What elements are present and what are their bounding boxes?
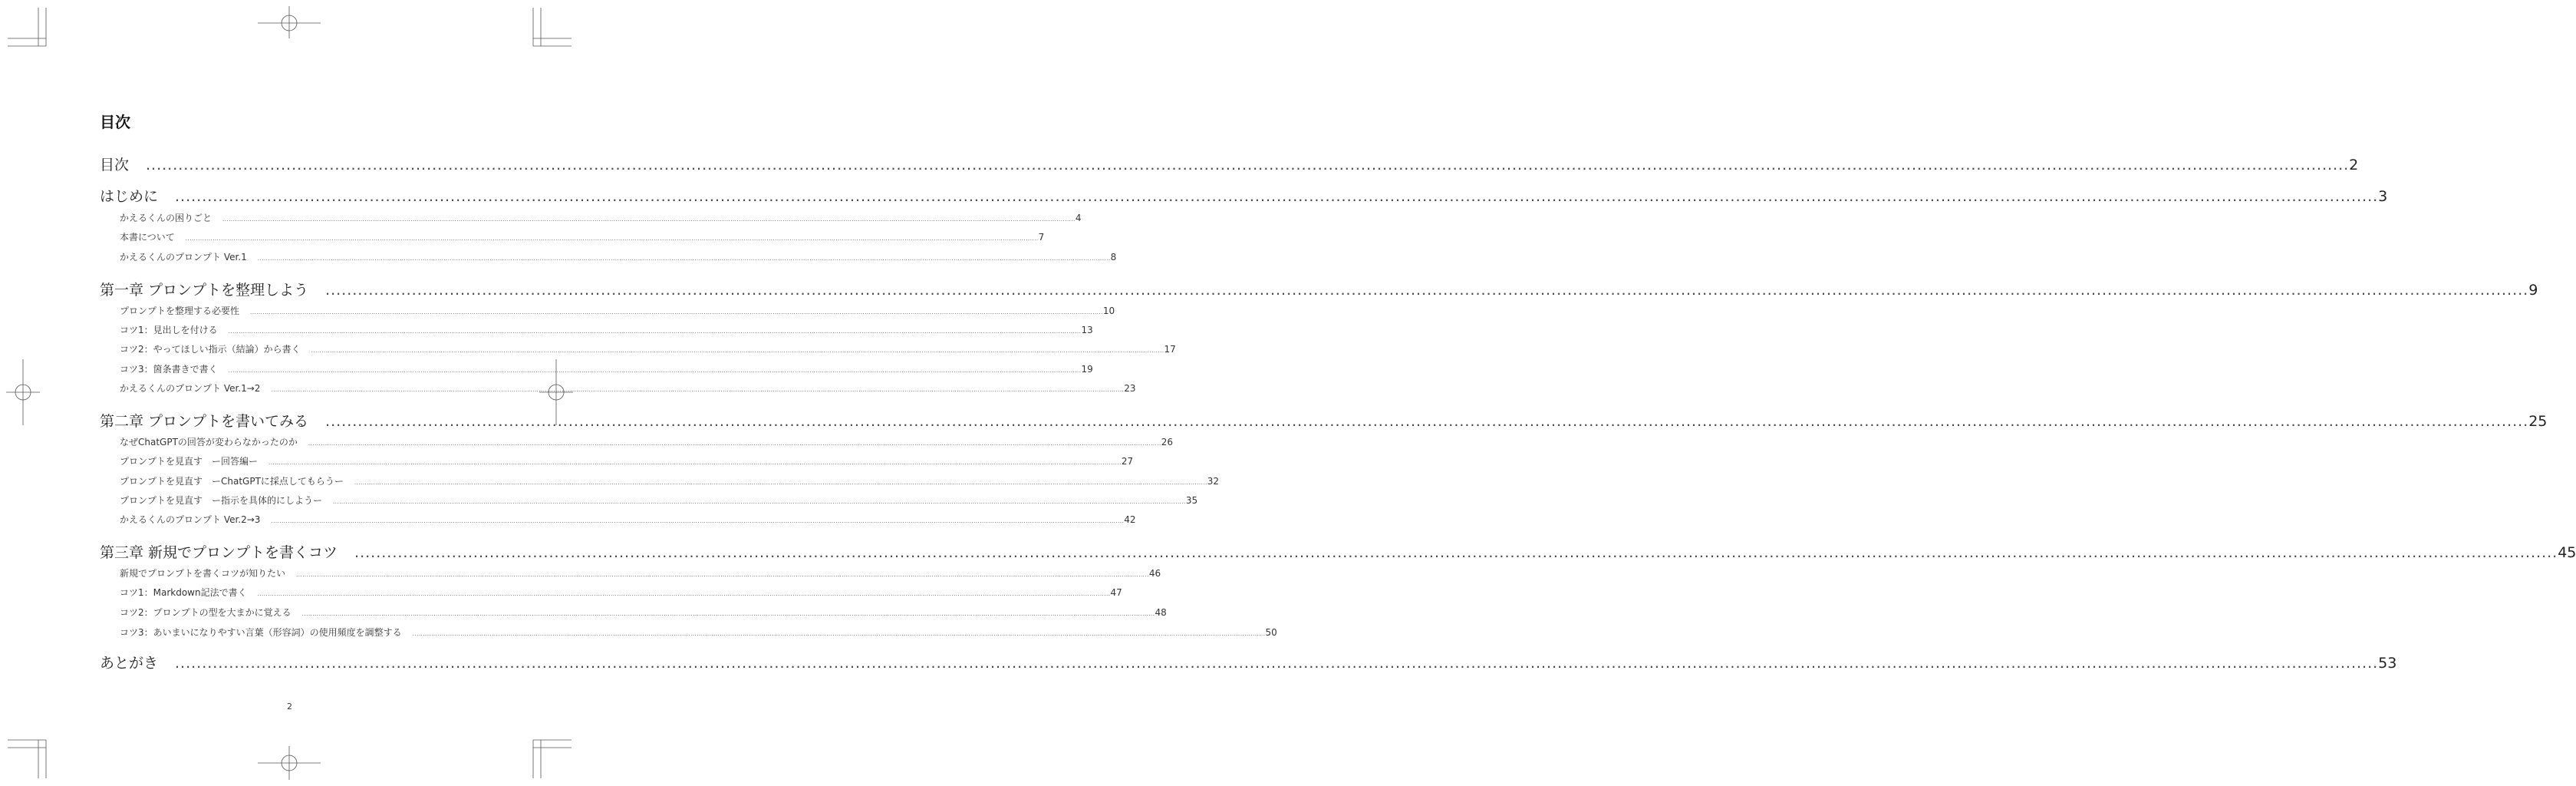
toc-section[interactable]	[120, 474, 1220, 487]
page-title: 目次	[100, 113, 130, 131]
page-number: 2	[287, 702, 292, 712]
toc-section[interactable]	[120, 606, 1167, 619]
leader-dots: ........................................................................................................................................................................................................................................................................................................................................................................................................................	[308, 441, 1161, 447]
toc-title: あとがき	[100, 655, 159, 672]
leader-dots: ........................................................................................................................................................................................................................................................................................................................................................................................................................	[250, 309, 1103, 315]
toc-page: 13	[1081, 325, 1093, 335]
leader-dots: ........................................................................................................................................................................................................................................................................................................................................................................................................................	[333, 499, 1186, 505]
toc-title: 目次	[100, 157, 130, 173]
toc-title: はじめに	[100, 188, 159, 205]
leader-dots: ........................................................................................................................................................................................................................................................................................................................................................................................................................	[271, 518, 1125, 524]
toc-title: 新規でプロンプトを書くコツが知りたい	[120, 568, 286, 579]
toc-chapter-mokuji[interactable]	[100, 154, 2359, 174]
leader-dots: ........................................................................................................................................................................................................................................................................................................................................................................................................................	[354, 480, 1207, 486]
toc-page: 42	[1124, 514, 1136, 525]
toc-page: 19	[1081, 364, 1093, 375]
leader-dots: ........................................................................................................................................................................................................................................................................................................................................................................................................................	[175, 188, 2379, 205]
leader-dots: ........................................................................................................................................................................................................................................................................................................................................................................................................................	[325, 413, 2529, 430]
toc-section[interactable]	[120, 435, 1174, 448]
toc-page: 53	[2378, 655, 2397, 672]
leader-dots: ........................................................................................................................................................................................................................................................................................................................................................................................................................	[257, 256, 1111, 262]
toc-section[interactable]	[120, 323, 1093, 336]
toc-chapter-1[interactable]	[100, 279, 2538, 299]
toc-section[interactable]	[120, 454, 1134, 467]
toc-section[interactable]	[120, 230, 1045, 243]
toc-page: 7	[1038, 232, 1045, 243]
toc-title: 第三章 新規でプロンプトを書くコツ	[100, 544, 338, 561]
toc-section[interactable]	[120, 586, 1122, 599]
toc-page: 46	[1148, 568, 1161, 579]
toc-page: 10	[1102, 305, 1115, 316]
toc-page: 26	[1161, 437, 1174, 447]
leader-dots: ........................................................................................................................................................................................................................................................................................................................................................................................................................	[222, 216, 1076, 223]
toc-title: コツ1：見出しを付ける	[120, 325, 218, 335]
toc-chapter-atogaki[interactable]	[100, 652, 2397, 672]
toc-title: 第二章 プロンプトを書いてみる	[100, 413, 309, 430]
toc-title: コツ2：やってほしい指示（結論）から書く	[120, 344, 301, 355]
leader-dots: ........................................................................................................................................................................................................................................................................................................................................................................................................................	[412, 631, 1266, 637]
toc-title: かえるくんのプロンプト Ver.2→3	[120, 514, 261, 525]
toc-title: 本書について	[120, 232, 175, 243]
toc-page: 27	[1121, 456, 1134, 467]
toc-page: 9	[2528, 282, 2538, 299]
leader-dots: ........................................................................................................................................................................................................................................................................................................................................................................................................................	[175, 655, 2379, 672]
toc-title: プロンプトを見直す ーChatGPTに採点してもらうー	[120, 476, 344, 487]
leader-dots: ........................................................................................................................................................................................................................................................................................................................................................................................................................	[301, 611, 1155, 617]
leader-dots: ........................................................................................................................................................................................................................................................................................................................................................................................................................	[257, 591, 1111, 597]
toc-title: コツ2：プロンプトの型を大まかに覚える	[120, 607, 292, 618]
toc-title: コツ3：箇条書きで書く	[120, 364, 218, 375]
toc-title: 第一章 プロンプトを整理しよう	[100, 282, 309, 299]
toc-chapter-hajimeni[interactable]	[100, 185, 2388, 206]
leader-dots: ........................................................................................................................................................................................................................................................................................................................................................................................................................	[268, 460, 1122, 466]
leader-dots: ........................................................................................................................................................................................................................................................................................................................................................................................................................	[311, 348, 1164, 354]
leader-dots: ........................................................................................................................................................................................................................................................................................................................................................................................................................	[325, 282, 2529, 299]
toc-page: 25	[2528, 413, 2548, 430]
toc-page: 23	[1124, 383, 1136, 394]
toc-section[interactable]	[120, 513, 1136, 526]
toc-section[interactable]	[120, 566, 1161, 580]
toc-page: 17	[1164, 344, 1176, 355]
toc-page: 50	[1265, 627, 1277, 638]
toc-title: プロンプトを見直す ー回答編ー	[120, 456, 259, 467]
toc-title: かえるくんのプロンプト Ver.1	[120, 252, 247, 263]
toc-section[interactable]	[120, 381, 1136, 395]
toc-chapter-2[interactable]	[100, 410, 2548, 431]
toc-page: 8	[1110, 252, 1117, 263]
toc-page: 47	[1110, 587, 1122, 598]
toc-title: なぜChatGPTの回答が変わらなかったのか	[120, 437, 298, 447]
toc-title: コツ3：あいまいになりやすい言葉（形容詞）の使用頻度を調整する	[120, 627, 402, 638]
toc-page: 2	[2349, 157, 2359, 173]
toc-title: かえるくんの困りごと	[120, 213, 212, 223]
leader-dots: ........................................................................................................................................................................................................................................................................................................................................................................................................................	[228, 329, 1082, 335]
toc-page: 45	[2558, 544, 2576, 561]
toc-title: プロンプトを整理する必要性	[120, 305, 240, 316]
toc-section[interactable]	[120, 626, 1277, 639]
leader-dots: ........................................................................................................................................................................................................................................................................................................................................................................................................................	[296, 572, 1149, 578]
leader-dots: ........................................................................................................................................................................................................................................................................................................................................................................................................................	[185, 236, 1039, 242]
leader-dots: ........................................................................................................................................................................................................................................................................................................................................................................................................................	[271, 387, 1125, 393]
toc-page: 3	[2378, 188, 2388, 205]
toc-page: 35	[1185, 495, 1198, 506]
leader-dots: ........................................................................................................................................................................................................................................................................................................................................................................................................................	[228, 368, 1082, 374]
toc-page: 32	[1207, 476, 1220, 487]
leader-dots: ........................................................................................................................................................................................................................................................................................................................................................................................................................	[146, 157, 2350, 173]
toc-section[interactable]	[120, 362, 1093, 375]
toc-title: プロンプトを見直す ー指示を具体的にしようー	[120, 495, 323, 506]
leader-dots: ........................................................................................................................................................................................................................................................................................................................................................................................................................	[354, 544, 2558, 561]
toc-section[interactable]	[120, 211, 1082, 224]
toc-page: 48	[1155, 607, 1167, 618]
toc-title: かえるくんのプロンプト Ver.1→2	[120, 383, 261, 394]
toc-section[interactable]	[120, 494, 1198, 507]
toc-section[interactable]	[120, 342, 1176, 355]
toc-section[interactable]	[120, 250, 1117, 263]
toc-section[interactable]	[120, 304, 1115, 317]
toc-page: 4	[1075, 213, 1082, 223]
toc-title: コツ1：Markdown記法で書く	[120, 587, 247, 598]
toc-chapter-3[interactable]	[100, 541, 2576, 562]
